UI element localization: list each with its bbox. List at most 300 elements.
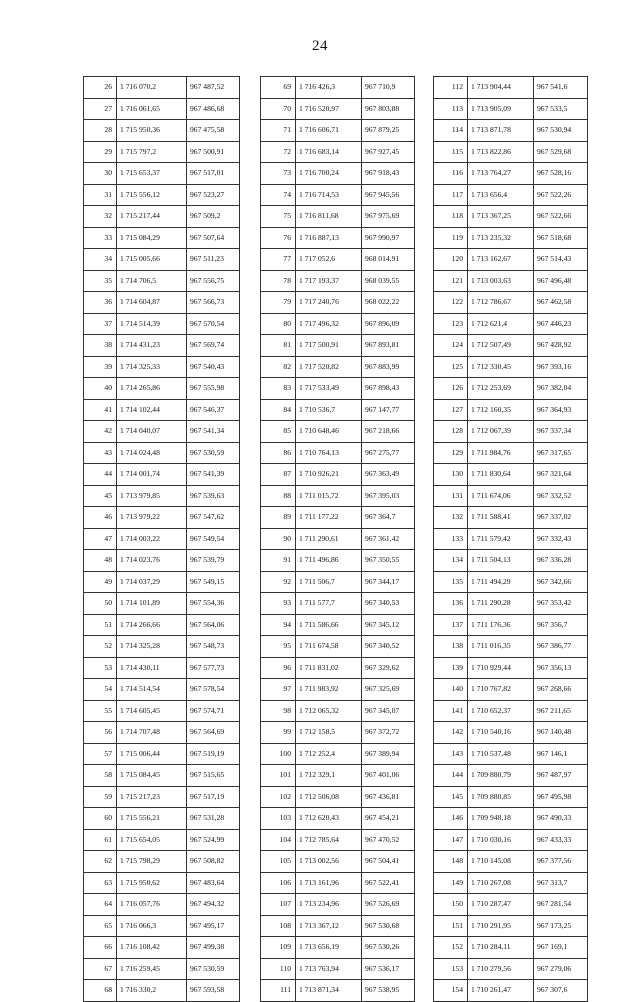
table-row [261,464,415,486]
y-coordinate: 967 428,92 [534,335,588,357]
x-coordinate: 1 711 494,29 [468,571,534,593]
x-coordinate: 1 715 798,29 [117,851,187,873]
table-row [84,593,240,615]
y-coordinate: 967 336,28 [534,550,588,572]
table-row [261,485,415,507]
table-row [434,765,588,787]
y-coordinate: 967 509,2 [187,206,240,228]
point-number: 106 [261,872,296,894]
point-number: 71 [261,120,296,142]
table-row [261,528,415,550]
x-coordinate: 1 716 330,2 [117,980,187,1002]
y-coordinate: 967 454,21 [362,808,415,830]
x-coordinate: 1 717 533,49 [296,378,362,400]
x-coordinate: 1 715 950,36 [117,120,187,142]
point-number: 26 [84,77,117,99]
table-row [434,571,588,593]
table-row [84,249,240,271]
y-coordinate: 967 169,1 [534,937,588,959]
table-row [84,937,240,959]
x-coordinate: 1 717 193,37 [296,270,362,292]
table-row [434,184,588,206]
point-number: 108 [261,915,296,937]
point-number: 139 [434,657,468,679]
x-coordinate: 1 714 023,76 [117,550,187,572]
point-number: 152 [434,937,468,959]
point-number: 44 [84,464,117,486]
y-coordinate: 967 487,52 [187,77,240,99]
x-coordinate: 1 715 797,2 [117,141,187,163]
y-coordinate: 967 530,59 [187,958,240,980]
y-coordinate: 967 395,03 [362,485,415,507]
x-coordinate: 1 711 984,76 [468,442,534,464]
point-number: 65 [84,915,117,937]
x-coordinate: 1 710 279,56 [468,958,534,980]
y-coordinate: 967 499,38 [187,937,240,959]
point-number: 151 [434,915,468,937]
y-coordinate: 967 570,54 [187,313,240,335]
point-number: 118 [434,206,468,228]
y-coordinate: 967 490,33 [534,808,588,830]
y-coordinate: 967 436,81 [362,786,415,808]
table-row [84,77,240,99]
x-coordinate: 1 716 683,14 [296,141,362,163]
y-coordinate: 967 321,64 [534,464,588,486]
x-coordinate: 1 712 253,69 [468,378,534,400]
y-coordinate: 967 574,71 [187,700,240,722]
x-coordinate: 1 709 948,18 [468,808,534,830]
y-coordinate: 967 353,42 [534,593,588,615]
table-row [84,550,240,572]
y-coordinate: 967 372,72 [362,722,415,744]
x-coordinate: 1 717 052,6 [296,249,362,271]
table-row [261,829,415,851]
x-coordinate: 1 713 234,96 [296,894,362,916]
table-row [261,894,415,916]
point-number: 33 [84,227,117,249]
x-coordinate: 1 712 620,43 [296,808,362,830]
table-row [434,528,588,550]
y-coordinate: 967 483,64 [187,872,240,894]
x-coordinate: 1 717 520,82 [296,356,362,378]
table-row [434,786,588,808]
table-row [84,528,240,550]
y-coordinate: 967 541,39 [187,464,240,486]
y-coordinate: 967 470,52 [362,829,415,851]
y-coordinate: 967 522,41 [362,872,415,894]
table-row [434,743,588,765]
x-coordinate: 1 713 367,12 [296,915,362,937]
y-coordinate: 967 803,88 [362,98,415,120]
point-number: 29 [84,141,117,163]
y-coordinate: 967 546,37 [187,399,240,421]
y-coordinate: 967 519,19 [187,743,240,765]
y-coordinate: 967 361,42 [362,528,415,550]
table-row [261,571,415,593]
table-row [84,163,240,185]
y-coordinate: 967 317,65 [534,442,588,464]
table-row [434,679,588,701]
point-number: 94 [261,614,296,636]
point-number: 79 [261,292,296,314]
point-number: 105 [261,851,296,873]
table-row [434,313,588,335]
y-coordinate: 967 401,06 [362,765,415,787]
table-row [84,184,240,206]
y-coordinate: 967 540,43 [187,356,240,378]
x-coordinate: 1 710 537,48 [468,743,534,765]
table-row [434,722,588,744]
table-row [84,872,240,894]
point-number: 74 [261,184,296,206]
table-row [261,206,415,228]
point-number: 66 [84,937,117,959]
x-coordinate: 1 713 979,85 [117,485,187,507]
x-coordinate: 1 716 259,45 [117,958,187,980]
y-coordinate: 967 524,99 [187,829,240,851]
point-number: 136 [434,593,468,615]
x-coordinate: 1 712 067,39 [468,421,534,443]
point-number: 73 [261,163,296,185]
x-coordinate: 1 716 887,13 [296,227,362,249]
table-row [84,399,240,421]
point-number: 114 [434,120,468,142]
y-coordinate: 967 549,54 [187,528,240,550]
point-number: 84 [261,399,296,421]
point-number: 123 [434,313,468,335]
table-row [434,851,588,873]
point-number: 154 [434,980,468,1002]
point-number: 132 [434,507,468,529]
y-coordinate: 967 279,06 [534,958,588,980]
point-number: 58 [84,765,117,787]
y-coordinate: 967 446,23 [534,313,588,335]
point-number: 134 [434,550,468,572]
x-coordinate: 1 713 871,78 [468,120,534,142]
y-coordinate: 967 504,41 [362,851,415,873]
x-coordinate: 1 716 811,68 [296,206,362,228]
point-number: 90 [261,528,296,550]
x-coordinate: 1 716 426,3 [296,77,362,99]
point-number: 116 [434,163,468,185]
point-number: 91 [261,550,296,572]
y-coordinate: 967 337,02 [534,507,588,529]
table-row [261,141,415,163]
y-coordinate: 967 522,26 [534,184,588,206]
y-coordinate: 967 530,68 [362,915,415,937]
y-coordinate: 967 382,04 [534,378,588,400]
point-number: 89 [261,507,296,529]
table-row [261,593,415,615]
x-coordinate: 1 713 822,86 [468,141,534,163]
x-coordinate: 1 713 161,96 [296,872,362,894]
y-coordinate: 967 140,48 [534,722,588,744]
y-coordinate: 967 533,5 [534,98,588,120]
table-row [261,550,415,572]
table-row [434,980,588,1002]
table-row [434,829,588,851]
point-number: 112 [434,77,468,99]
y-coordinate: 967 386,77 [534,636,588,658]
y-coordinate: 967 475,58 [187,120,240,142]
x-coordinate: 1 712 786,67 [468,292,534,314]
y-coordinate: 967 173,25 [534,915,588,937]
point-number: 49 [84,571,117,593]
y-coordinate: 967 146,1 [534,743,588,765]
table-row [434,421,588,443]
point-number: 53 [84,657,117,679]
table-row [434,808,588,830]
point-number: 68 [84,980,117,1002]
page-number: 24 [312,38,328,54]
point-number: 54 [84,679,117,701]
table-row [261,163,415,185]
x-coordinate: 1 714 265,86 [117,378,187,400]
x-coordinate: 1 716 061,65 [117,98,187,120]
y-coordinate: 967 518,68 [534,227,588,249]
point-number: 60 [84,808,117,830]
x-coordinate: 1 713 904,44 [468,77,534,99]
x-coordinate: 1 713 905,09 [468,98,534,120]
y-coordinate: 967 566,73 [187,292,240,314]
point-number: 147 [434,829,468,851]
table-row [434,77,588,99]
y-coordinate: 967 495,17 [187,915,240,937]
x-coordinate: 1 714 605,45 [117,700,187,722]
y-coordinate: 967 896,09 [362,313,415,335]
x-coordinate: 1 715 006,44 [117,743,187,765]
x-coordinate: 1 710 030,16 [468,829,534,851]
table-row [434,593,588,615]
x-coordinate: 1 715 084,29 [117,227,187,249]
x-coordinate: 1 715 653,37 [117,163,187,185]
point-number: 119 [434,227,468,249]
point-number: 34 [84,249,117,271]
x-coordinate: 1 713 656,19 [296,937,362,959]
x-coordinate: 1 711 579,42 [468,528,534,550]
point-number: 102 [261,786,296,808]
point-number: 140 [434,679,468,701]
x-coordinate: 1 710 267,08 [468,872,534,894]
point-number: 57 [84,743,117,765]
x-coordinate: 1 714 430,11 [117,657,187,679]
y-coordinate: 967 530,59 [187,442,240,464]
table-row [84,636,240,658]
point-number: 120 [434,249,468,271]
x-coordinate: 1 710 648,46 [296,421,362,443]
x-coordinate: 1 716 066,3 [117,915,187,937]
table-row [261,335,415,357]
point-number: 97 [261,679,296,701]
point-number: 28 [84,120,117,142]
point-number: 30 [84,163,117,185]
point-number: 96 [261,657,296,679]
table-row [434,507,588,529]
y-coordinate: 967 494,32 [187,894,240,916]
table-row [261,614,415,636]
coordinates-table-1 [83,76,240,1002]
x-coordinate: 1 715 005,66 [117,249,187,271]
table-row [434,614,588,636]
y-coordinate: 967 340,52 [362,636,415,658]
point-number: 27 [84,98,117,120]
point-number: 121 [434,270,468,292]
y-coordinate: 967 329,62 [362,657,415,679]
y-coordinate: 967 496,48 [534,270,588,292]
x-coordinate: 1 710 926,21 [296,464,362,486]
table-row [261,657,415,679]
table-row [261,851,415,873]
point-number: 135 [434,571,468,593]
y-coordinate: 967 281,54 [534,894,588,916]
x-coordinate: 1 715 556,12 [117,184,187,206]
table-row [261,700,415,722]
point-number: 64 [84,894,117,916]
y-coordinate: 967 990,97 [362,227,415,249]
x-coordinate: 1 710 284,11 [468,937,534,959]
point-number: 47 [84,528,117,550]
y-coordinate: 967 541,6 [534,77,588,99]
x-coordinate: 1 713 979,22 [117,507,187,529]
table-row [434,399,588,421]
y-coordinate: 967 530,26 [362,937,415,959]
x-coordinate: 1 711 577,7 [296,593,362,615]
y-coordinate: 967 364,7 [362,507,415,529]
x-coordinate: 1 712 507,49 [468,335,534,357]
point-number: 59 [84,786,117,808]
x-coordinate: 1 710 540,16 [468,722,534,744]
table-row [261,722,415,744]
x-coordinate: 1 715 950,62 [117,872,187,894]
table-row [84,700,240,722]
table-row [434,270,588,292]
y-coordinate: 967 340,53 [362,593,415,615]
point-number: 83 [261,378,296,400]
table-row [261,786,415,808]
point-number: 72 [261,141,296,163]
x-coordinate: 1 714 514,54 [117,679,187,701]
point-number: 103 [261,808,296,830]
point-number: 87 [261,464,296,486]
point-number: 124 [434,335,468,357]
table-row [84,894,240,916]
x-coordinate: 1 714 325,33 [117,356,187,378]
x-coordinate: 1 711 588,41 [468,507,534,529]
point-number: 48 [84,550,117,572]
table-row [84,679,240,701]
table-row [84,206,240,228]
x-coordinate: 1 714 325,28 [117,636,187,658]
point-number: 93 [261,593,296,615]
x-coordinate: 1 714 024,48 [117,442,187,464]
table-row [84,270,240,292]
table-row [261,77,415,99]
y-coordinate: 967 975,69 [362,206,415,228]
x-coordinate: 1 713 763,94 [296,958,362,980]
table-row [84,141,240,163]
table-row [84,464,240,486]
point-number: 42 [84,421,117,443]
y-coordinate: 967 710,9 [362,77,415,99]
point-number: 148 [434,851,468,873]
point-number: 95 [261,636,296,658]
point-number: 109 [261,937,296,959]
table-row [261,507,415,529]
x-coordinate: 1 716 714,53 [296,184,362,206]
x-coordinate: 1 716 520,97 [296,98,362,120]
table-row [84,980,240,1002]
x-coordinate: 1 713 367,25 [468,206,534,228]
point-number: 145 [434,786,468,808]
x-coordinate: 1 713 656,4 [468,184,534,206]
table-row [434,98,588,120]
y-coordinate: 967 515,65 [187,765,240,787]
point-number: 43 [84,442,117,464]
x-coordinate: 1 717 240,76 [296,292,362,314]
point-number: 111 [261,980,296,1002]
y-coordinate: 967 356,13 [534,657,588,679]
point-number: 38 [84,335,117,357]
point-number: 67 [84,958,117,980]
point-number: 63 [84,872,117,894]
y-coordinate: 967 529,68 [534,141,588,163]
x-coordinate: 1 711 983,92 [296,679,362,701]
point-number: 149 [434,872,468,894]
x-coordinate: 1 710 929,44 [468,657,534,679]
x-coordinate: 1 710 287,47 [468,894,534,916]
y-coordinate: 967 517,19 [187,786,240,808]
y-coordinate: 967 528,16 [534,163,588,185]
x-coordinate: 1 711 504,13 [468,550,534,572]
table-row [261,120,415,142]
y-coordinate: 967 508,82 [187,851,240,873]
table-row [434,141,588,163]
y-coordinate: 967 342,66 [534,571,588,593]
table-row [84,915,240,937]
y-coordinate: 967 345,12 [362,614,415,636]
y-coordinate: 967 389,94 [362,743,415,765]
point-number: 137 [434,614,468,636]
point-number: 76 [261,227,296,249]
y-coordinate: 967 564,06 [187,614,240,636]
y-coordinate: 967 577,73 [187,657,240,679]
y-coordinate: 967 538,95 [362,980,415,1002]
y-coordinate: 967 539,79 [187,550,240,572]
point-number: 107 [261,894,296,916]
y-coordinate: 967 554,36 [187,593,240,615]
point-number: 129 [434,442,468,464]
x-coordinate: 1 711 016,35 [468,636,534,658]
table-row [261,958,415,980]
table-row [261,937,415,959]
point-number: 92 [261,571,296,593]
point-number: 52 [84,636,117,658]
point-number: 146 [434,808,468,830]
table-row [84,356,240,378]
table-row [434,292,588,314]
x-coordinate: 1 713 235,32 [468,227,534,249]
table-row [84,765,240,787]
x-coordinate: 1 715 556,21 [117,808,187,830]
y-coordinate: 967 393,16 [534,356,588,378]
y-coordinate: 967 593,58 [187,980,240,1002]
y-coordinate: 967 522,66 [534,206,588,228]
y-coordinate: 967 495,98 [534,786,588,808]
x-coordinate: 1 711 290,28 [468,593,534,615]
point-number: 82 [261,356,296,378]
y-coordinate: 967 927,45 [362,141,415,163]
x-coordinate: 1 716 057,76 [117,894,187,916]
